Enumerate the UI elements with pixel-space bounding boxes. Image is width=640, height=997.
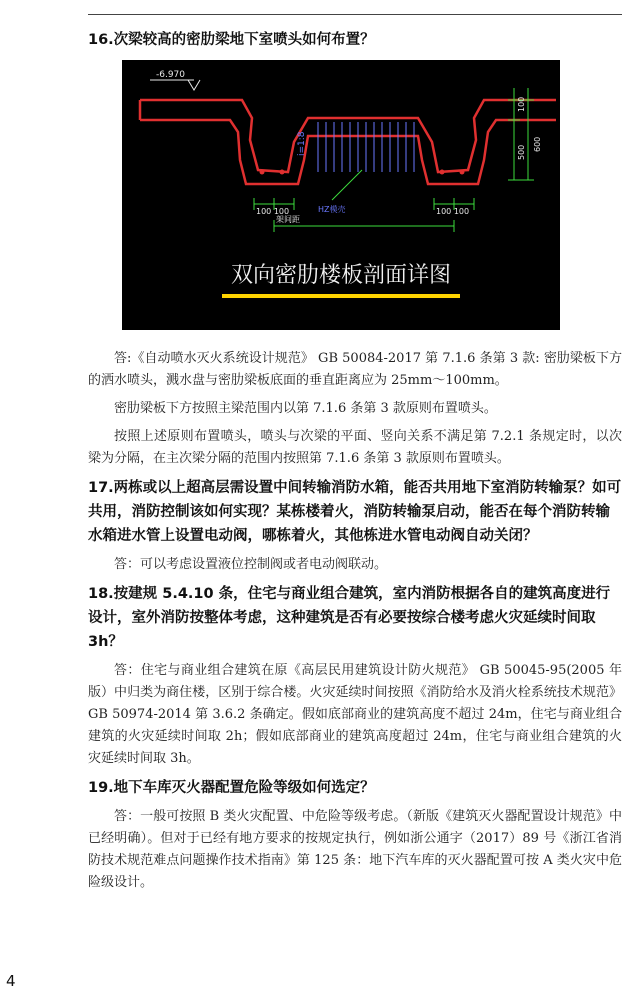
elevation-label: -6.970 [156,70,186,80]
answer-16-p3: 按照上述原则布置喷头，喷头与次梁的平面、竖向关系不满足第 7.2.1 条规定时，以次梁为分隔，在主次梁分隔的范围内按照第 7.1.6 条第 3 款原则布置喷头。 [88,429,622,466]
question-17-title: 17.两栋或以上超高层需设置中间转输消防水箱，能否共用地下室消防转输泵？如可共用，消防控制该如何实现？某栋楼着火，消防转输泵启动，能否在每个消防转输水箱进水管上设置电动阀，哪栋着火，其他栋进水管电动阀自动关闭？ [88,480,622,544]
dim-600: 600 [533,136,542,152]
mold-label: HZ模壳 [318,205,346,214]
caption-underline [222,294,460,298]
answer-19: 答：一般可按照 B 类火灾配置、中危险等级考虑。（新版《建筑灭火器配置设计规范》中已经明确）。但对于已经有地方要求的按规定执行，例如浙公通字（2017）89 号《浙江省消防技术规范难点问题操作技术指南》第 125 条：地下汽车库的灭火器配置可按 A 类火灾中危险级设计。 [88,809,622,890]
bottom-dim-left: 100 100 [256,207,290,216]
page-number: 4 [6,972,16,990]
slab-outline [140,100,556,184]
answer-16-p2: 密肋梁板下方按照主梁范围内以第 7.1.6 条第 3 款原则布置喷头。 [114,401,497,416]
section-drawing [122,60,560,330]
ribbed-slab-section-figure [122,60,560,330]
answer-17: 答：可以考虑设置液位控制阀或者电动阀联动。 [114,557,388,572]
answer-16-p1: 答:《自动喷水灭火系统设计规范》 GB 50084-2017 第 7.1.6 条第 3 款: 密肋梁板下方的洒水喷头，溅水盘与密肋梁板底面的垂直距离应为 25mm～100mm。 [88,351,622,388]
question-16-title: 16.次梁较高的密肋梁地下室喷头如何布置？ [88,32,375,48]
header-rule [88,14,622,15]
document-body [88,28,622,900]
slope-label: i=1:8 [297,131,307,156]
dim-100: 100 [517,96,526,112]
answer-18: 答：住宅与商业组合建筑在原《高层民用建筑设计防火规范》 GB 50045-95(2005 年版）中归类为商住楼，区别于综合楼。火灾延续时间按照《消防给水及消火栓系统技术规范》GB 50974-2014 第 3.6.2 条确定。假如底部商业的建筑高度不超过 24m，住宅与商业组合建筑的火灾延续时间取 2h；假如底部商业的建筑高度超过 24m，住宅与商业组合建筑的火灾延续时间取 3h。 [88,663,622,766]
elevation-arrow [188,80,200,90]
dim-500: 500 [517,144,526,160]
figure-caption: 双向密肋楼板剖面详图 [230,263,452,288]
question-19-title: 19.地下车库灭火器配置危险等级如何选定？ [88,780,375,796]
mold-hatch [318,122,414,172]
beam-spacing-label: 架间距 [276,215,300,224]
question-18-title: 18.按建规 5.4.10 条，住宅与商业组合建筑，室内消防根据各自的建筑高度进行设计，室外消防按整体考虑，这种建筑是否有必要按综合楼考虑火灾延续时间取 3h？ [88,586,611,650]
bottom-dim-right: 100 100 [436,207,470,216]
